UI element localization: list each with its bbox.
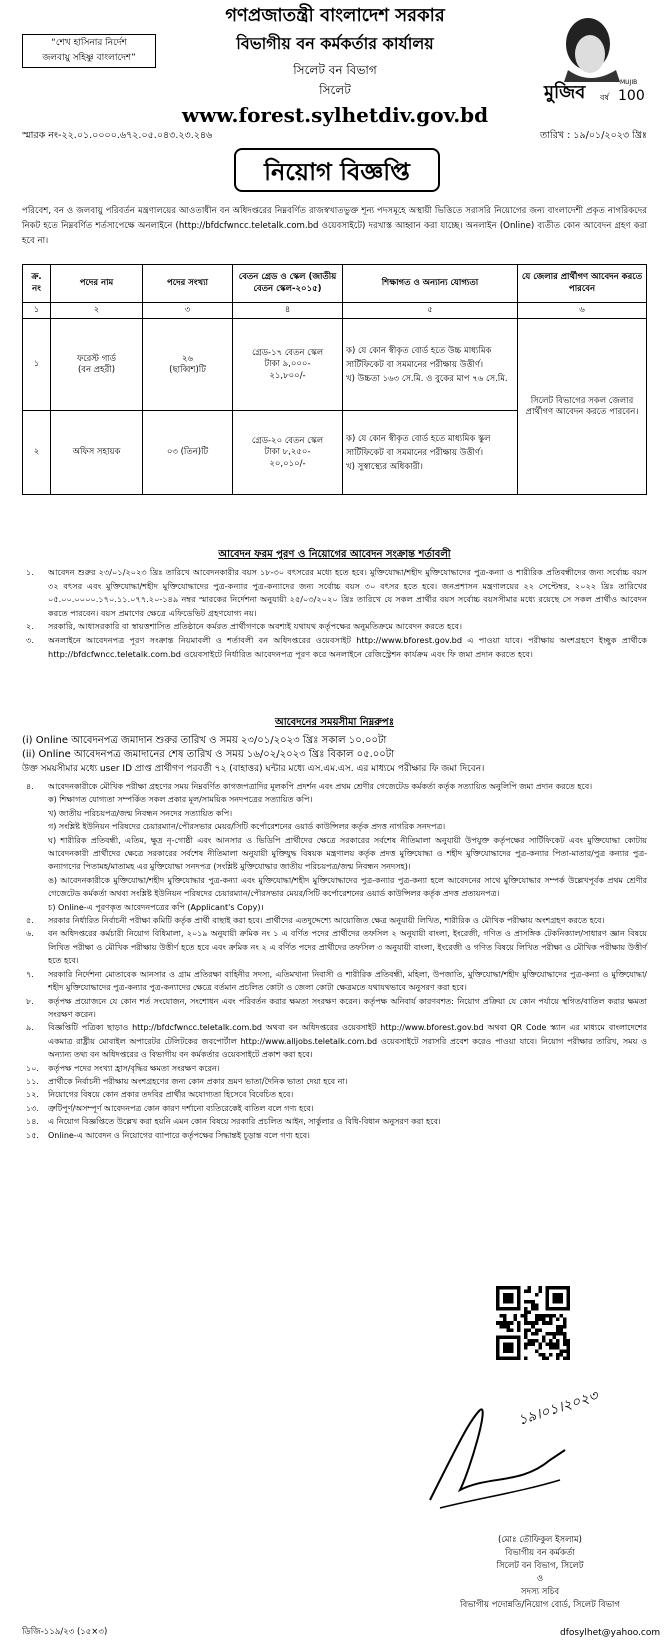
- term-number: ৩.: [26, 634, 34, 645]
- term-text: ত্রুটিপূর্ণ/অসম্পূর্ণ আবেদনপত্র কোন কারণ দর্শানো ব্যতিরেকেই বাতিল বলে গণ্য হবে।: [48, 1103, 314, 1113]
- schedule-start: (i) Online আবেদনপত্র জমাদান শুরুর তারিখ ও সময় ২৩/০১/২০২৩ খ্রিঃ সকাল ১০.০০টা: [22, 735, 387, 746]
- terms-list-b: [22, 780, 647, 1142]
- row-scale: [233, 319, 343, 411]
- term-text: ঘ) শারীরিক প্রতিবন্ধী, এতিম, ক্ষুদ্র নৃ-গোষ্ঠী এবং আনসার ও ভিডিপি প্রার্থীদের ক্ষেত্রে সরকারের সর্বশেষ নীতিমালা অনুযায়ী উপযুক্ত কর্তৃপক্ষের সার্টিফিকেট এবং মুক্তিযোদ্ধা কোটায় আবেদনকারী প্রার্থীদের ক্ষেত্রে সরকারের সর্বশেষ নীতিমালা অনুযায়ী মুক্তিযুদ্ধ বিষয়ক মন্ত্রণালয় কর্তৃক প্রদত্ত মুক্তিযোদ্ধা ও শহীদ মুক্তিযোদ্ধাদের পুত্র-কন্যার পিতা-মাতার/পুত্র কন্যার পুত্র-কন্যাগণের পিতামহ/মাতামহ এর মুক্তিযোদ্ধা সনদপত্র (সংশ্লিষ্ট মুক্তিযোদ্ধার জাতীয় পরিচয়পত্র/জন্ম নিবন্ধন সনদসহ)।: [48, 835, 647, 872]
- term-number: ৮.: [26, 996, 34, 1006]
- count-num: ২৬: [181, 353, 194, 364]
- row-sl: ১: [23, 319, 51, 411]
- website-link[interactable]: www.forest.sylhetdiv.gov.bd: [181, 103, 489, 127]
- th-qual: শিক্ষাগত ও অন্যান্য যোগ্যতা: [343, 265, 518, 303]
- term-text: সরকারি, আধাসরকারি বা স্বায়ত্তশাসিত প্রতিষ্ঠানে কর্মরত প্রার্থীগণকে অবশ্যই যথাযথ কর্তৃপক্ষের অনুমতিক্রমে আবেদন করতে হবে।: [48, 621, 463, 632]
- term-text: আবেদনকারীকে মৌখিক পরীক্ষা গ্রহণের সময় নিম্নবর্ণিত কাগজপত্রাদির মূলকপি প্রদর্শন এবং প্রথম শ্রেণীর গেজেটেড কর্মকর্তা কর্তৃক সত্যায়িত অনুলিপি জমা প্রদান করতে হবে।: [48, 782, 593, 791]
- intro-paragraph: পরিবেশ, বন ও জলবায়ু পরিবর্তন মন্ত্রণালয়ের আওতাধীন বন অধিদপ্তরের নিম্নবর্ণিত রাজস্বখাতভুক্ত শূন্য পদসমূহে অস্থায়ী ভিত্তিতে সরাসরি নিয়োগের জন্য বাংলাদেশী প্রকৃত নাগরিকদের নিকট হতে নিম্নবর্ণিত শর্তসাপেক্ষে অনলাইনে (http://bfdcfwncc.teletalk.com.bd ওয়েবসাইটে) দরখাস্ত আহ্বান করা যাচ্ছে। অনলাইন (Online) ব্যতীত কোন আবেদন গ্রহণ করা হবে না।: [22, 206, 647, 246]
- term-item: [22, 634, 647, 661]
- slogan-box: [22, 34, 156, 68]
- col-number: ৬: [518, 303, 647, 319]
- signature-date: ১৯।০১।২০২৩: [516, 1388, 600, 1429]
- signer-and: ও: [536, 1574, 544, 1584]
- term-text: সরকার নির্ধারিত নির্বাচনী পরীক্ষা কমিটি কর্তৃক প্রার্থী বাছাই করা হবে। প্রার্থীদের এতদুদ্দেশ্যে আয়োজিত ক্ষেত্র অনুযায়ী লিখিত, শারীরিক ও মৌখিক পরীক্ষায় অংশগ্রহণ করতে হবে।: [48, 916, 605, 926]
- logo-text-100: 100: [618, 88, 645, 104]
- district-cell: সিলেট বিভাগের সকল জেলার প্রার্থীগণ আবেদন করতে পারবেন।: [518, 319, 647, 495]
- signature-icon: [400, 1380, 620, 1525]
- term-item: [22, 1129, 647, 1142]
- term-number: ১৩.: [26, 1103, 39, 1113]
- row-sl: ২: [23, 411, 51, 495]
- term-item: [22, 995, 647, 1022]
- term-text: ক) শিক্ষাগত যোগ্যতা সম্পর্কিত সকল প্রকার মূল/সাময়িক সনদপত্রের সত্যায়িত কপি।: [48, 795, 313, 805]
- term-item: [22, 793, 647, 806]
- term-item: [22, 1021, 647, 1061]
- count-word: (ছাব্বিশ)টি: [169, 364, 206, 375]
- notice-title: নিয়োগ বিজ্ঞপ্তি: [234, 148, 440, 192]
- term-text: Online-এ আবেদন ও নিয়োগের ব্যাপারে কর্তৃপক্ষের সিদ্ধান্তই চূড়ান্ত বলে গণ্য হবে।: [48, 1130, 310, 1140]
- col-number: ৪: [233, 303, 343, 319]
- th-district: যে জেলার প্রার্থীগণ আবেদন করতে পারবেন: [518, 265, 647, 303]
- term-number: ৯.: [26, 1023, 34, 1033]
- term-text: এ নিয়োগ বিজ্ঞপ্তিতে উল্লেখ করা হয়নি এমন কোন বিষয়ে সরকারি প্রচলিত আইন, সার্কুলার ও বিধি-বিধান অনুসরণ করা হবে।: [48, 1117, 441, 1127]
- term-item: [22, 834, 647, 874]
- term-number: ১২.: [26, 1090, 39, 1100]
- term-item: [22, 968, 647, 995]
- signer-desig1: বিভাগীয় বন কর্মকর্তা: [505, 1548, 575, 1558]
- term-number: ৭.: [26, 969, 34, 979]
- email-link[interactable]: dfosylhet@yahoo.com: [560, 1628, 661, 1638]
- term-item: [22, 620, 647, 634]
- row-count: [143, 319, 233, 411]
- term-text: ঙ) আবেদনকারীকে মুক্তিযোদ্ধা/শহীদ মুক্তিযোদ্ধার পুত্র-কন্যা এবং মুক্তিযোদ্ধা/শহীদ মুক্তিযোদ্ধাদের পুত্র-কন্যার পুত্র-কন্যা হলে আবেদনের সাথে মুক্তিযোদ্ধার সম্পর্ক উল্লেখপূর্বক প্রথম শ্রেণীর গেজেটেড কর্মকর্তা অথবা সংশ্লিষ্ট ইউনিয়ন পরিষদের চেয়ারম্যান/পৌরসভার মেয়র/সিটি কর্পোরেশনের ওয়ার্ড কাউন্সিলর কর্তৃক প্রদত্ত প্রত্যয়নপত্র।: [48, 875, 647, 899]
- logo-text-en: MUJIB: [620, 79, 638, 86]
- scale-grade: গ্রেড-১৭ বেতন স্কেল: [251, 347, 324, 358]
- row-scale: [233, 411, 343, 495]
- mujib-borsho-logo: [538, 10, 646, 106]
- qual-a: ক) যে কোন স্বীকৃত বোর্ড হতে মাধ্যমিক স্কুল সার্টিফিকেট বা সমমানের পরীক্ষায় উত্তীর্ণ।: [346, 433, 491, 458]
- term-item: [22, 807, 647, 820]
- signer-desig3: সদস্য সচিব: [520, 1587, 560, 1597]
- scale-min: টাকা ৮,২৫০-: [264, 447, 311, 458]
- memo-number: স্মারক নং-২২.০১.০০০০.৬৭২.০৫.০৪৩.২৩.২৪৬: [22, 130, 213, 141]
- col-number: ১: [23, 303, 51, 319]
- govt-title: গণপ্রজাতন্ত্রী বাংলাদেশ সরকার: [225, 5, 445, 26]
- post-name: অফিস সহায়ক: [72, 447, 121, 458]
- signer-desig4: বিভাগীয় পদোন্নতি/নিয়োগ বোর্ড, সিলেট বিভাগ: [460, 1600, 620, 1610]
- term-item: [22, 1062, 647, 1075]
- signer-desig2: সিলেট বন বিভাগ, সিলেট: [496, 1561, 584, 1571]
- term-text: বন অধিদপ্তরের কর্মচারী নিয়োগ বিধিমালা, ২০১৯ অনুযায়ী ক্রমিক নং ১ এ বর্ণিত পদের প্রার্থীদের তফসিল ২ অনুযায়ী বাংলা, ইংরেজী, গণিত ও প্রাসঙ্গিক টেকনিক্যাল/সাধারণ জ্ঞান বিষয়ে লিখিত পরীক্ষা ও মৌখিক পরীক্ষায় উত্তীর্ণ হতে হবে এবং ক্রমিক নং ২ এ বর্ণিত পদের প্রার্থীদের তফসিল ৩ অনুযায়ী বাংলা, ইংরেজী ও গণিত বিষয়ে লিখিত পরীক্ষা ও মৌখিক পরীক্ষায় উত্তীর্ণ হতে হবে।: [48, 929, 647, 966]
- term-item: [22, 1088, 647, 1101]
- signer-block: [430, 1534, 650, 1612]
- term-text: প্রার্থীকে নির্বাচনী পরীক্ষায় অংশগ্রহণের জন্য কোন প্রকার ভ্রমণ ভাতা/দৈনিক ভাতা দেয়া হবে না।: [48, 1076, 348, 1086]
- count-num: ০৩ (তিন)টি: [166, 447, 209, 458]
- office-title: বিভাগীয় বন কর্মকর্তার কার্যালয়: [236, 34, 434, 53]
- term-text: আবেদন শুরুর ২৩/০১/২০২৩ খ্রিঃ তারিখে আবেদনকারীর বয়স ১৮-৩০ বৎসরের মধ্যে হতে হবে। মুক্তিযোদ্ধা/শহীদ মুক্তিযোদ্ধাদের পুত্র-কন্যা ও শারীরিক প্রতিবন্ধীদের জন্য সর্বোচ্চ বয়স ৩২ বৎসর এবং মুক্তিযোদ্ধা/শহীদ মুক্তিযোদ্ধাদের পুত্র-কন্যার পুত্র-কন্যাদের জন্য সর্বোচ্চ বয়স ৩০ বৎসর হতে হবে। জনপ্রশাসন মন্ত্রণালয়ের ২২ সেপ্টেম্বর, ২০২২ খ্রিঃ তারিখের ০৫.০০.০০০০.১৭০.১১.০৭৭.২০-১৪৯ নম্বর স্মারকের নির্দেশনা অনুযায়ী ২৫/০৩/২০২০ খ্রিঃ তারিখে যে সকল প্রার্থীর বয়স সর্বোচ্চ বয়সসীমার মধ্যে রয়েছে সে সকল প্রার্থীও আবেদন করতে পারবেন। বয়স প্রমাণের ক্ষেত্রে এফিডেভিট গ্রহণযোগ্য নয়।: [48, 567, 647, 618]
- term-text: নিয়োগের বিষয়ে কোন প্রকার তদবির প্রার্থীর অযোগ্যতা হিসেবে বিবেচিত হবে।: [48, 1090, 294, 1100]
- footer-code: ডিজি-১১৯/২৩ (১৫×৩): [22, 1627, 108, 1637]
- col-number: ৫: [343, 303, 518, 319]
- row-post: [51, 411, 143, 495]
- col-number: ২: [51, 303, 143, 319]
- term-text: চ) Online-এ পূরণকৃত আবেদনপত্রের কপি (Applicant's Copy)।: [48, 902, 264, 912]
- term-number: ৫.: [26, 916, 34, 926]
- schedule-fee-note: উক্ত সময়সীমার মধ্যে user ID প্রাপ্ত প্রার্থীগণ পরবর্তী ৭২ (বাহাত্তর) ঘন্টার মধ্যে এস.এম.এস. এর মাধ্যমে পরীক্ষার ফি জমা দিবেন।: [22, 764, 485, 774]
- term-text: অনলাইনে আবেদনপত্র পূরণ সংক্রান্ত নিয়মাবলী ও শর্তাবলী বন অধিদপ্তরের ওয়েবসাইট http://www.bforest.gov.bd এ পাওয়া যাবে। পরীক্ষায় অংশগ্রহণে ইচ্ছুক প্রার্থীকে http://bfdcfwncc.teletalk.com.bd ওয়েবসাইটে নির্ধারিত আবেদনপত্র পূরণ করে অনলাইনে রেজিস্ট্রেশন কার্যক্রম এবং ফি জমা প্রদান করতে হবে।: [48, 634, 647, 659]
- qr-code-icon[interactable]: [496, 1286, 570, 1360]
- row-count: [143, 411, 233, 495]
- row-qual: [343, 319, 518, 411]
- term-number: ৬.: [26, 929, 34, 939]
- post-alt: (বন প্রহরী): [77, 364, 116, 375]
- term-text: খ) জাতীয় পরিচয়পত্র/জন্ম নিবন্ধন সনদের সত্যায়িত কপি।: [48, 808, 233, 818]
- scale-min: টাকা ৯,০০০-: [264, 359, 311, 370]
- term-item: [22, 914, 647, 927]
- terms-list-a: [22, 566, 647, 661]
- qual-a: ক) যে কোন স্বীকৃত বোর্ড হতে উচ্চ মাধ্যমিক সার্টিফিকেট বা সমমানের পরীক্ষায় উত্তীর্ণ।: [346, 345, 492, 370]
- th-count: পদের সংখ্যা: [143, 265, 233, 303]
- scale-max: ২১,৮০০/-: [269, 370, 306, 381]
- table-row: [23, 319, 647, 411]
- scale-grade: গ্রেড-২০ বেতন স্কেল: [251, 435, 324, 446]
- term-number: ১০.: [26, 1063, 39, 1073]
- term-text: গ) সংশ্লিষ্ট ইউনিয়ন পরিষদের চেয়ারম্যান/পৌরসভার মেয়র/সিটি কর্পোরেশনের ওয়ার্ড কাউন্সিলর কর্তৃক প্রদত্ত নাগরিক সনদপত্র।: [48, 822, 446, 832]
- slogan-line-2: জলবায়ু সহিষ্ণু বাংলাদেশ”: [42, 53, 136, 63]
- qual-b: খ) সুস্বাস্থ্যের অধিকারী।: [346, 461, 423, 472]
- schedule-title: আবেদনের সময়সীমা নিম্নরুপঃ: [274, 717, 395, 728]
- slogan-line-1: “শেখ হাসিনার নির্দেশ: [51, 38, 127, 48]
- row-post: [51, 319, 143, 411]
- col-number: ৩: [143, 303, 233, 319]
- term-number: ২.: [26, 621, 34, 632]
- term-text: কর্তৃপক্ষ পদের সংখ্যা হ্রাস/বৃদ্ধির ক্ষমতা সংরক্ষণ করেন।: [48, 1063, 220, 1073]
- term-item: [22, 820, 647, 833]
- term-number: ১১.: [26, 1076, 39, 1086]
- term-number: ১৪.: [26, 1117, 39, 1127]
- logo-text-borsho: বর্ষ: [600, 93, 609, 102]
- schedule-end: (ii) Online আবেদনপত্র জমাদানের শেষ তারিখ ও সময় ১৬/০২/২০২৩ খ্রিঃ বিকাল ০৫.০০টা: [22, 749, 395, 760]
- terms-title: আবেদন ফরম পুরণ ও নিয়োগের আবেদন সংক্রান্ত শর্তাবলী: [218, 549, 451, 560]
- signer-name: (মোঃ তৌফিকুল ইসলাম): [498, 1535, 582, 1545]
- term-item: [22, 1075, 647, 1088]
- term-number: ১৫.: [26, 1130, 39, 1140]
- term-text: কর্তৃপক্ষ প্রয়োজনে যে কোন শর্ত সংযোজন, সংশোধন এবং পরিবর্তন করার ক্ষমতা সংরক্ষণ করেন। কর্তৃপক্ষ অনিবার্য কারণবশত: নিয়োগ প্রক্রিয়া যে কোন পর্যায়ে স্থগিত/বাতিল করার ক্ষমতা সংরক্ষণ করেন।: [48, 996, 647, 1019]
- term-item: [22, 566, 647, 620]
- th-sl: ক্র. নং: [23, 265, 51, 303]
- division-name: সিলেট বন বিভাগ: [293, 63, 377, 77]
- schedule-block: [22, 734, 647, 776]
- term-number: ১.: [26, 567, 34, 577]
- scale-max: ২০,০১০/-: [269, 458, 306, 469]
- city-name: সিলেট: [319, 83, 351, 97]
- term-item: [22, 901, 647, 914]
- term-number: ৪.: [26, 782, 34, 791]
- term-item: [22, 927, 647, 967]
- term-text: সরকারি নির্দেশনা মোতাবেক আনসার ও গ্রাম প্রতিরক্ষা বাহিনীর সদস্য, এতিমখানা নিবাসী ও শারীরিক প্রতিবন্ধী, মহিলা, উপজাতি, মুক্তিযোদ্ধা/শহীদ মুক্তিযোদ্ধাদের পুত্র-কন্যা ও মুক্তিযোদ্ধা/শহীদ মুক্তিযোদ্ধাদের পুত্র-কন্যার পুত্র-কন্যাদের ক্ষেত্রে বর্তমান প্রচলিত কোটা ও জেলা কোটা ক্ষেত্রমতে যথাযথভাবে অনুসরণ করা হবে।: [48, 969, 647, 993]
- term-item: [22, 1102, 647, 1115]
- posts-table: [22, 264, 647, 495]
- post-name: ফরেস্ট গার্ড: [76, 353, 116, 364]
- th-post: পদের নাম: [51, 265, 143, 303]
- row-qual: [343, 411, 518, 495]
- term-item: [22, 1115, 647, 1128]
- logo-text-mujib: মুজিব: [544, 82, 586, 103]
- term-item: [22, 780, 647, 793]
- term-item: [22, 874, 647, 901]
- qual-b: খ) উচ্চতা ১৬৩ সে.মি. ও বুকের মাপ ৭৬ সে.মি.: [346, 373, 508, 384]
- th-scale: বেতন গ্রেড ও স্কেল (জাতীয় বেতন স্কেল-২০১৫): [233, 265, 343, 303]
- issue-date: তারিখ : ১৯/০১/২০২৩ খ্রিঃ: [540, 130, 647, 141]
- term-text: বিজ্ঞপ্তিটি পত্রিকা ছাড়াও http://bfdcfwncc.teletalk.com.bd অথবা বন অধিদপ্তরের ওয়েবসাইট http://www.bforest.gov.bd অথবা QR Code স্ক্যান এর মাধ্যমে বাংলাদেশের একমাত্র রাষ্ট্রীয় মোবাইল অপারেটর টেলিটকের জবপোর্টাল http://www.alljobs.teletalk.com.bd ওয়েবসাইটে সরাসরি প্রবেশ করেও পাওয়া যাবে। নিয়োগ পরীক্ষার তারিখ, সময় ও অন্যান্য তথ্য বন অধিদপ্তরের ও বিভাগীয় বন কর্মকর্তার ওয়েবসাইটে প্রকাশ করা হবে।: [48, 1023, 647, 1060]
